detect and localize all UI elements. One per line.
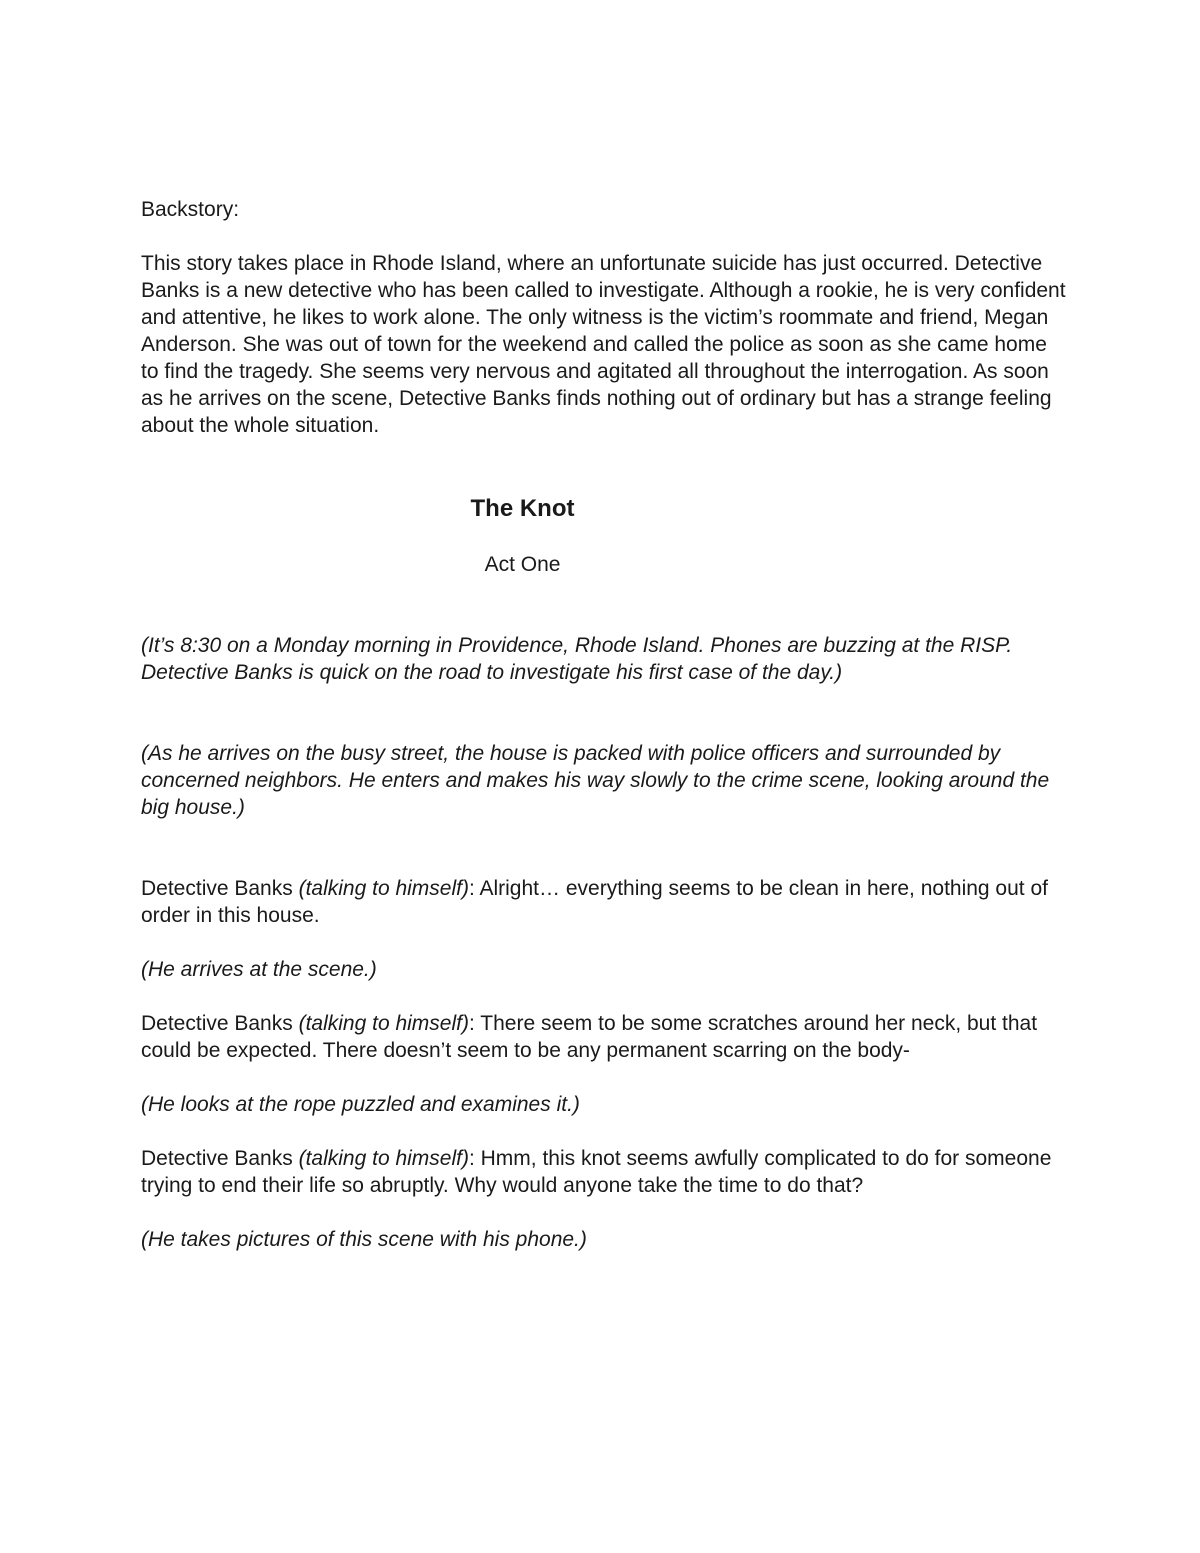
speaker-name: Detective Banks (141, 877, 299, 900)
speaker-aside: (talking to himself) (298, 877, 469, 900)
speaker-name: Detective Banks (141, 1012, 299, 1035)
speaker-aside: (talking to himself) (298, 1012, 469, 1035)
dialogue-text: : Hmm, this knot seems awfully complicated to do for someone trying to end their life so abruptly. Why would anyone take the time to do that? (141, 1147, 1052, 1197)
stage-direction-5: (He takes pictures of this scene with his phone.) (141, 1228, 587, 1251)
dialogue-line-2 (141, 1010, 1066, 1064)
act-heading: Act One (484, 553, 561, 576)
backstory-paragraph: This story takes place in Rhode Island, where an unfortunate suicide has just occurred. Detective Banks is a new detective who has been called to investigate. Although a rookie, he is very confident and attentive, he likes to work alone. The only witness is the victim’s roommate and friend, Megan Anderson. She was out of town for the weekend and called the police as soon as she came home to find the tragedy. She seems very nervous and agitated all throughout the interrogation. As soon as he arrives on the scene, Detective Banks finds nothing out of ordinary but has a strange feeling about the whole situation. (141, 252, 1066, 437)
dialogue-line-3 (141, 1145, 1066, 1199)
stage-direction-1: (It’s 8:30 on a Monday morning in Providence, Rhode Island. Phones are buzzing at the RISP. Detective Banks is quick on the road to investigate his first case of the day.) (141, 634, 1013, 684)
stage-direction-4: (He looks at the rope puzzled and examines it.) (141, 1093, 580, 1116)
speaker-aside: (talking to himself) (298, 1147, 469, 1170)
backstory-heading: Backstory: (141, 198, 240, 221)
dialogue-text: : Alright… everything seems to be clean in here, nothing out of order in this house. (141, 877, 1048, 927)
play-title: The Knot (470, 495, 575, 522)
stage-direction-2: (As he arrives on the busy street, the house is packed with police officers and surrounded by concerned neighbors. He enters and makes his way slowly to the crime scene, looking around the big house.) (141, 742, 1050, 819)
speaker-name: Detective Banks (141, 1147, 299, 1170)
dialogue-line-1 (141, 875, 1066, 929)
stage-direction-3: (He arrives at the scene.) (141, 958, 377, 981)
document-content (141, 196, 1066, 1253)
dialogue-text: : There seem to be some scratches around her neck, but that could be expected. There doesn’t seem to be any permanent scarring on the body- (141, 1012, 1038, 1062)
